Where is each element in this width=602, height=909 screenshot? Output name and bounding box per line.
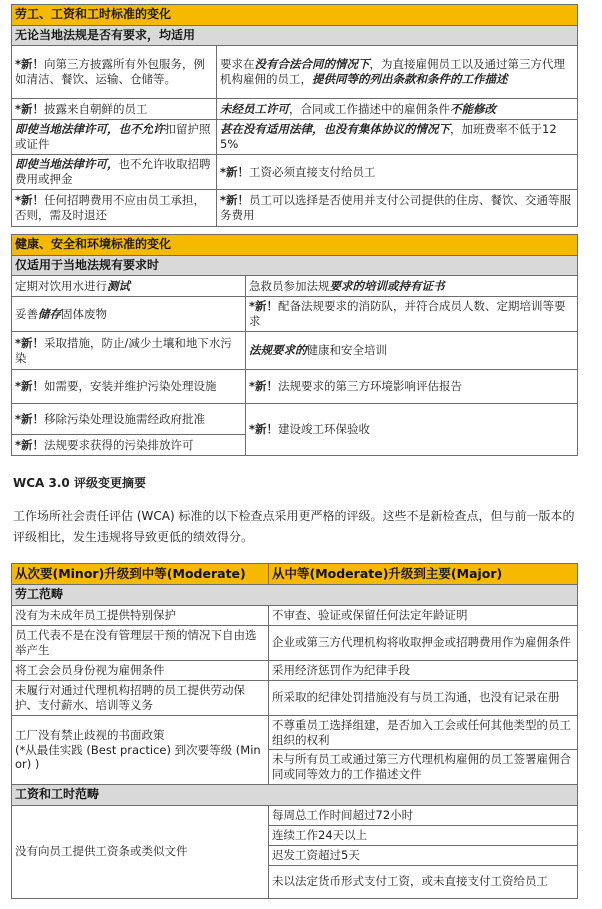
rating-changes-table bbox=[11, 563, 578, 899]
table1-cell bbox=[12, 46, 217, 99]
labor-section-header: 劳工范畴 bbox=[12, 585, 578, 606]
text-segment: 妥善 bbox=[15, 306, 38, 321]
text-segment: ，加班费率不低于125% bbox=[220, 122, 557, 152]
text-segment: 即使当地法律许可，也不允许 bbox=[15, 122, 165, 137]
text-segment: *新！ bbox=[249, 299, 279, 314]
text-segment: 没有合法合同的情况下 bbox=[254, 57, 370, 72]
text-segment: 固体废物 bbox=[61, 306, 107, 321]
text-segment: 任何招聘费用不应由员工承担，否则，需及时退还 bbox=[15, 193, 206, 222]
text-segment: 要求的培训或持有证书 bbox=[329, 278, 445, 293]
text-segment: 法规要求的第三方环境影响评估报告 bbox=[278, 379, 463, 394]
table3-cell: 未与所有员工或通过第三方代理机构雇佣的员工签署雇佣合同或同等效力的工作描述文件 bbox=[269, 750, 578, 785]
text-segment: ，为直接雇佣员工以及通过第三方代理机构雇佣的员工， bbox=[220, 57, 565, 87]
table2-cell bbox=[246, 276, 578, 297]
table1-cell bbox=[217, 189, 578, 226]
text-segment: ，合同或工作描述中的雇佣条件 bbox=[289, 101, 450, 116]
table2-cell bbox=[246, 332, 578, 370]
table2-subheader: 仅适用于当地法规有要求时 bbox=[12, 255, 578, 276]
text-segment: 工资必须直接支付给员工 bbox=[249, 164, 376, 179]
text-segment: 测试 bbox=[107, 278, 130, 293]
table3-cell: 不尊重员工选择组建，是否加入工会或任何其他类型的员工组织的权利 bbox=[269, 715, 578, 750]
table1-cell bbox=[12, 120, 217, 155]
text-segment: 即使当地法律许可， bbox=[15, 157, 119, 172]
hse-changes-table bbox=[11, 234, 578, 456]
text-segment: 要求在 bbox=[220, 57, 255, 72]
table3-cell: 将工会会员身份视为雇佣条件 bbox=[12, 660, 269, 680]
text-segment: *新！ bbox=[249, 422, 279, 437]
table2-cell bbox=[246, 404, 578, 456]
text-segment: 披露来自朝鲜的员工 bbox=[44, 101, 148, 116]
table1-cell bbox=[12, 189, 217, 226]
text-segment: 向第三方披露所有外包服务，例如清洁、餐饮、运输、仓储等。 bbox=[15, 57, 206, 87]
table1-header: 劳工、工资和工时标准的变化 bbox=[12, 5, 578, 26]
text-segment: 移除污染处理设施需经政府批准 bbox=[44, 411, 206, 426]
table1-subheader: 无论当地法规是否有要求，均适用 bbox=[12, 25, 578, 46]
table1-cell bbox=[12, 155, 217, 190]
table3-cell: 迟发工资超过5天 bbox=[269, 845, 578, 865]
table3-cell: 员工代表不是在没有管理层干预的情况下自由选举产生 bbox=[12, 625, 269, 660]
table3-cell: 未以法定货币形式支付工资，或未直接支付工资给员工 bbox=[269, 865, 578, 898]
wage-section-header: 工资和工时范畴 bbox=[12, 785, 578, 806]
text-segment: 甚在没有适用法律，也没有集体协议的情况下 bbox=[220, 122, 450, 137]
text-segment: 员工可以选择是否使用并支付公司提供的住房、餐饮、交通等服务费用 bbox=[220, 193, 572, 222]
text-segment: *新！ bbox=[15, 379, 45, 394]
table2-cell bbox=[12, 370, 246, 404]
text-segment: 法规要求的 bbox=[249, 343, 307, 358]
table1-cell bbox=[217, 99, 578, 120]
text-segment: *新！ bbox=[249, 379, 279, 394]
text-segment: *新！ bbox=[220, 164, 250, 179]
table2-cell bbox=[12, 332, 246, 370]
table2-cell bbox=[12, 297, 246, 332]
text-segment: 建设竣工环保验收 bbox=[278, 422, 371, 437]
text-segment: 不能修改 bbox=[450, 101, 496, 116]
text-segment: 配备法规要求的消防队，并符合成员人数、定期培训等要求 bbox=[249, 299, 566, 329]
table2-cell bbox=[12, 404, 246, 435]
text-segment: *新！ bbox=[15, 411, 45, 426]
table3-cell: 没有为未成年员工提供特别保护 bbox=[12, 605, 269, 625]
text-segment: *新！ bbox=[15, 335, 45, 350]
text-segment: 提供同等的列出条款和条件的工作描述 bbox=[312, 72, 508, 87]
col2-header: 从中等(Moderate)升级到主要(Major) bbox=[269, 564, 578, 585]
table2-cell bbox=[12, 276, 246, 297]
table3-cell: 连续工作24天以上 bbox=[269, 825, 578, 845]
text-segment: 扣留护照或证件 bbox=[15, 122, 211, 152]
section-paragraph: 工作场所社会责任评估 (WCA) 标准的以下检查点采用更严格的评级。这些不是新检查点，但与前一版本的评级相比，发生违规将导致更低的绩效得分。 bbox=[13, 509, 575, 544]
table3-cell: 没有向员工提供工资条或类似文件 bbox=[12, 805, 269, 898]
table1-cell bbox=[217, 155, 578, 190]
text-segment: 急救员参加法规 bbox=[249, 278, 330, 293]
table1-cell bbox=[217, 120, 578, 155]
table3-cell: 未履行对通过代理机构招聘的员工提供劳动保护、支付薪水、培训等义务 bbox=[12, 680, 269, 715]
text-segment: 储存 bbox=[38, 306, 61, 321]
table3-cell: 企业或第三方代理机构将收取押金或招聘费用作为雇佣条件 bbox=[269, 625, 578, 660]
table1-cell bbox=[217, 46, 578, 99]
table2-cell bbox=[246, 370, 578, 404]
text-segment: 未经员工许可 bbox=[220, 101, 289, 116]
text-segment: 法规要求获得的污染排放许可 bbox=[44, 437, 194, 452]
table2-cell bbox=[12, 435, 246, 456]
labor-wage-changes-table bbox=[11, 4, 578, 227]
table3-cell: 采用经济惩罚作为纪律手段 bbox=[269, 660, 578, 680]
text-segment: 采取措施，防止/减少土壤和地下水污染 bbox=[15, 335, 232, 365]
text-segment: *新！ bbox=[15, 57, 45, 72]
text-segment: 如需要，安装并维护污染处理设施 bbox=[44, 379, 217, 394]
table1-cell bbox=[12, 99, 217, 120]
text-segment: 也不允许收取招聘费用或押金 bbox=[15, 157, 211, 186]
text-segment: 定期对饮用水进行 bbox=[15, 278, 107, 293]
text-segment: *新！ bbox=[15, 437, 45, 452]
table2-cell bbox=[246, 297, 578, 332]
table3-cell: 所采取的纪律处罚措施没有与员工沟通，也没有记录在册 bbox=[269, 680, 578, 715]
text-segment: *新！ bbox=[15, 101, 45, 116]
section-title: WCA 3.0 评级变更摘要 bbox=[13, 476, 146, 490]
table3-cell: 每周总工作时间超过72小时 bbox=[269, 805, 578, 825]
text-segment: *新！ bbox=[15, 193, 45, 207]
text-segment: *新！ bbox=[220, 193, 250, 207]
table3-cell: 工厂没有禁止歧视的书面政策 (*从最佳实践 (Best practice) 到次要等级 (Minor) ) bbox=[12, 715, 269, 785]
table3-cell: 不审查、验证或保留任何法定年龄证明 bbox=[269, 605, 578, 625]
text-segment: 健康和安全培训 bbox=[306, 343, 387, 358]
col1-header: 从次要(Minor)升级到中等(Moderate) bbox=[12, 564, 269, 585]
table2-header: 健康、安全和环境标准的变化 bbox=[12, 235, 578, 256]
